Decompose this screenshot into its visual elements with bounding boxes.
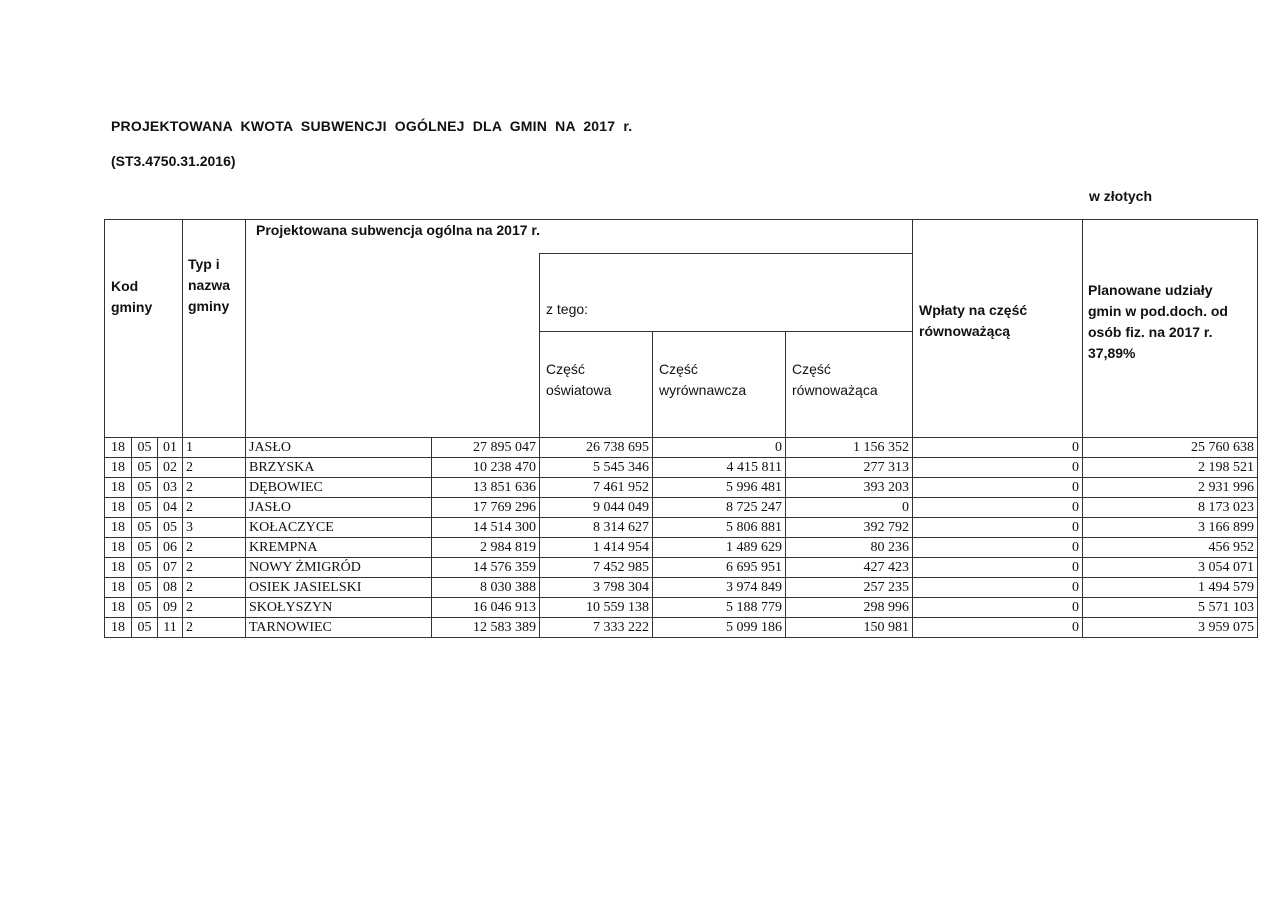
cell-planowane-udzialy: 3 166 899 xyxy=(1083,518,1258,538)
cell-czesc-rownowazaca: 392 792 xyxy=(786,518,913,538)
cell-kod-pow: 05 xyxy=(132,618,158,638)
cell-nazwa-gminy: NOWY ŻMIGRÓD xyxy=(246,558,432,578)
cell-kod-pow: 05 xyxy=(132,538,158,558)
cell-wplaty: 0 xyxy=(913,578,1083,598)
cell-kod-pow: 05 xyxy=(132,598,158,618)
cell-czesc-oswiatowa: 7 452 985 xyxy=(540,558,653,578)
cell-typ-gminy: 2 xyxy=(183,578,246,598)
cell-nazwa-gminy: DĘBOWIEC xyxy=(246,478,432,498)
cell-kod-woj: 18 xyxy=(105,578,132,598)
cell-czesc-rownowazaca: 257 235 xyxy=(786,578,913,598)
cell-wplaty: 0 xyxy=(913,518,1083,538)
cell-planowane-udzialy: 3 959 075 xyxy=(1083,618,1258,638)
cell-kod-gm: 07 xyxy=(158,558,183,578)
header-czesc-rownowazaca: Część równoważąca xyxy=(792,361,878,398)
cell-typ-gminy: 3 xyxy=(183,518,246,538)
cell-typ-gminy: 2 xyxy=(183,478,246,498)
cell-wplaty: 0 xyxy=(913,438,1083,458)
cell-kod-gm: 09 xyxy=(158,598,183,618)
cell-czesc-wyrownawcza: 8 725 247 xyxy=(653,498,786,518)
cell-planowane-udzialy: 2 198 521 xyxy=(1083,458,1258,478)
cell-wplaty: 0 xyxy=(913,538,1083,558)
cell-subwencja-ogolna: 14 514 300 xyxy=(432,518,540,538)
table-row xyxy=(105,558,1258,578)
cell-typ-gminy: 1 xyxy=(183,438,246,458)
cell-kod-gm: 01 xyxy=(158,438,183,458)
cell-kod-pow: 05 xyxy=(132,458,158,478)
cell-subwencja-ogolna: 2 984 819 xyxy=(432,538,540,558)
cell-planowane-udzialy: 8 173 023 xyxy=(1083,498,1258,518)
header-planowane-udzialy: Planowane udziały gmin w pod.doch. od osób fiz. na 2017 r. 37,89% xyxy=(1088,282,1228,361)
cell-kod-woj: 18 xyxy=(105,558,132,578)
cell-wplaty: 0 xyxy=(913,598,1083,618)
cell-czesc-wyrownawcza: 4 415 811 xyxy=(653,458,786,478)
currency-unit: w złotych xyxy=(1089,188,1153,204)
cell-wplaty: 0 xyxy=(913,478,1083,498)
cell-czesc-wyrownawcza: 5 188 779 xyxy=(653,598,786,618)
table-row xyxy=(105,618,1258,638)
cell-planowane-udzialy: 5 571 103 xyxy=(1083,598,1258,618)
cell-subwencja-ogolna: 12 583 389 xyxy=(432,618,540,638)
cell-kod-gm: 04 xyxy=(158,498,183,518)
cell-czesc-rownowazaca: 1 156 352 xyxy=(786,438,913,458)
cell-nazwa-gminy: JASŁO xyxy=(246,438,432,458)
cell-kod-pow: 05 xyxy=(132,518,158,538)
cell-typ-gminy: 2 xyxy=(183,538,246,558)
cell-czesc-rownowazaca: 150 981 xyxy=(786,618,913,638)
cell-wplaty: 0 xyxy=(913,498,1083,518)
cell-planowane-udzialy: 1 494 579 xyxy=(1083,578,1258,598)
cell-czesc-wyrownawcza: 5 996 481 xyxy=(653,478,786,498)
cell-czesc-wyrownawcza: 5 806 881 xyxy=(653,518,786,538)
cell-planowane-udzialy: 456 952 xyxy=(1083,538,1258,558)
document-title: PROJEKTOWANA KWOTA SUBWENCJI OGÓLNEJ DLA GMIN NA 2017 r. xyxy=(111,118,633,134)
header-projektowana-subwencja: Projektowana subwencja ogólna na 2017 r. xyxy=(256,222,540,238)
header-kod: Kod gminy xyxy=(111,278,153,315)
document-reference: (ST3.4750.31.2016) xyxy=(111,153,236,169)
table-row xyxy=(105,498,1258,518)
cell-subwencja-ogolna: 10 238 470 xyxy=(432,458,540,478)
cell-kod-woj: 18 xyxy=(105,538,132,558)
cell-kod-gm: 03 xyxy=(158,478,183,498)
cell-wplaty: 0 xyxy=(913,458,1083,478)
table-row xyxy=(105,438,1258,458)
header-czesc-oswiatowa: Część oświatowa xyxy=(546,361,612,398)
cell-nazwa-gminy: KREMPNA xyxy=(246,538,432,558)
cell-planowane-udzialy: 2 931 996 xyxy=(1083,478,1258,498)
cell-kod-woj: 18 xyxy=(105,458,132,478)
table-row xyxy=(105,578,1258,598)
cell-typ-gminy: 2 xyxy=(183,498,246,518)
table-row xyxy=(105,478,1258,498)
cell-kod-woj: 18 xyxy=(105,618,132,638)
table-row xyxy=(105,598,1258,618)
cell-wplaty: 0 xyxy=(913,618,1083,638)
cell-czesc-oswiatowa: 5 545 346 xyxy=(540,458,653,478)
cell-kod-pow: 05 xyxy=(132,438,158,458)
cell-czesc-oswiatowa: 26 738 695 xyxy=(540,438,653,458)
cell-typ-gminy: 2 xyxy=(183,618,246,638)
cell-czesc-rownowazaca: 0 xyxy=(786,498,913,518)
data-table xyxy=(104,437,1258,638)
cell-czesc-oswiatowa: 7 461 952 xyxy=(540,478,653,498)
table-row xyxy=(105,518,1258,538)
cell-kod-pow: 05 xyxy=(132,558,158,578)
cell-kod-pow: 05 xyxy=(132,578,158,598)
cell-nazwa-gminy: OSIEK JASIELSKI xyxy=(246,578,432,598)
cell-czesc-wyrownawcza: 3 974 849 xyxy=(653,578,786,598)
table-row xyxy=(105,538,1258,558)
cell-typ-gminy: 2 xyxy=(183,458,246,478)
cell-czesc-rownowazaca: 277 313 xyxy=(786,458,913,478)
cell-subwencja-ogolna: 16 046 913 xyxy=(432,598,540,618)
cell-czesc-rownowazaca: 80 236 xyxy=(786,538,913,558)
cell-typ-gminy: 2 xyxy=(183,558,246,578)
cell-wplaty: 0 xyxy=(913,558,1083,578)
cell-czesc-oswiatowa: 10 559 138 xyxy=(540,598,653,618)
cell-czesc-wyrownawcza: 0 xyxy=(653,438,786,458)
cell-czesc-oswiatowa: 7 333 222 xyxy=(540,618,653,638)
header-typ-nazwa: Typ i nazwa gminy xyxy=(188,256,231,314)
cell-kod-pow: 05 xyxy=(132,498,158,518)
cell-czesc-oswiatowa: 3 798 304 xyxy=(540,578,653,598)
cell-subwencja-ogolna: 13 851 636 xyxy=(432,478,540,498)
cell-czesc-oswiatowa: 9 044 049 xyxy=(540,498,653,518)
cell-czesc-rownowazaca: 298 996 xyxy=(786,598,913,618)
cell-nazwa-gminy: BRZYSKA xyxy=(246,458,432,478)
cell-czesc-rownowazaca: 427 423 xyxy=(786,558,913,578)
cell-czesc-wyrownawcza: 6 695 951 xyxy=(653,558,786,578)
cell-planowane-udzialy: 3 054 071 xyxy=(1083,558,1258,578)
cell-kod-gm: 06 xyxy=(158,538,183,558)
cell-kod-woj: 18 xyxy=(105,438,132,458)
cell-czesc-rownowazaca: 393 203 xyxy=(786,478,913,498)
cell-kod-woj: 18 xyxy=(105,518,132,538)
cell-kod-woj: 18 xyxy=(105,498,132,518)
cell-kod-gm: 02 xyxy=(158,458,183,478)
cell-planowane-udzialy: 25 760 638 xyxy=(1083,438,1258,458)
cell-czesc-wyrownawcza: 1 489 629 xyxy=(653,538,786,558)
cell-subwencja-ogolna: 8 030 388 xyxy=(432,578,540,598)
header-czesc-wyrownawcza: Część wyrównawcza xyxy=(659,361,747,398)
cell-nazwa-gminy: SKOŁYSZYN xyxy=(246,598,432,618)
header-wplaty: Wpłaty na część równoważącą xyxy=(919,302,1028,339)
cell-subwencja-ogolna: 17 769 296 xyxy=(432,498,540,518)
cell-czesc-wyrownawcza: 5 099 186 xyxy=(653,618,786,638)
cell-nazwa-gminy: JASŁO xyxy=(246,498,432,518)
cell-kod-pow: 05 xyxy=(132,478,158,498)
cell-kod-gm: 05 xyxy=(158,518,183,538)
cell-kod-woj: 18 xyxy=(105,478,132,498)
cell-kod-gm: 11 xyxy=(158,618,183,638)
table-row xyxy=(105,458,1258,478)
cell-nazwa-gminy: TARNOWIEC xyxy=(246,618,432,638)
cell-kod-woj: 18 xyxy=(105,598,132,618)
cell-subwencja-ogolna: 27 895 047 xyxy=(432,438,540,458)
cell-subwencja-ogolna: 14 576 359 xyxy=(432,558,540,578)
cell-czesc-oswiatowa: 1 414 954 xyxy=(540,538,653,558)
cell-typ-gminy: 2 xyxy=(183,598,246,618)
header-z-tego: z tego: xyxy=(546,301,589,317)
cell-nazwa-gminy: KOŁACZYCE xyxy=(246,518,432,538)
cell-czesc-oswiatowa: 8 314 627 xyxy=(540,518,653,538)
cell-kod-gm: 08 xyxy=(158,578,183,598)
